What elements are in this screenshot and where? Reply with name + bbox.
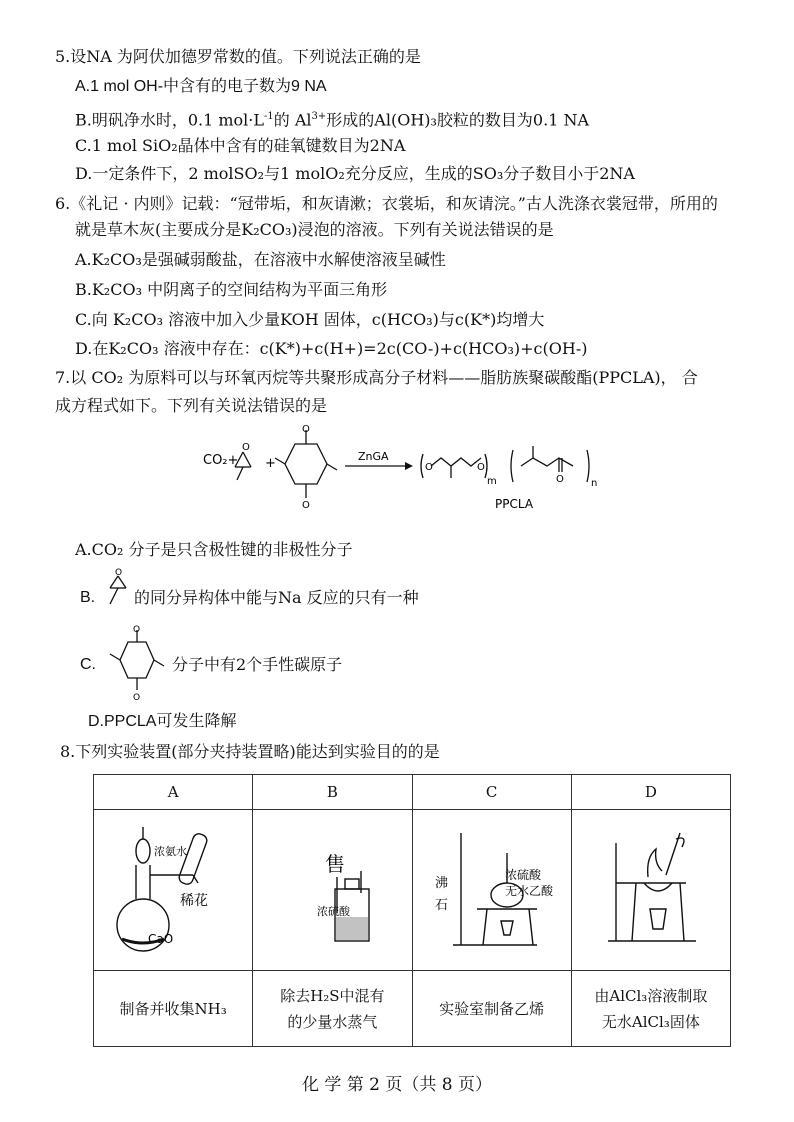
q7-option-c-structure — [102, 622, 172, 704]
header-a: A — [94, 775, 253, 810]
lactide-o-top: O — [302, 424, 310, 435]
q6-option-a: A.K₂CO₃是强碱弱酸盐，在溶液中水解使溶液呈碱性 — [75, 250, 446, 269]
caption-d: 由AlCl₃溶液制取 无水AlCl₃固体 — [571, 971, 730, 1047]
header-b: B — [253, 775, 412, 810]
polymer-o3: O — [556, 474, 564, 485]
reaction-arrow-head — [405, 462, 413, 470]
polymer-o1: O — [425, 462, 433, 473]
experiment-table — [93, 774, 731, 1047]
q7-stem-line2: 成方程式如下。下列有关说法错误的是 — [55, 396, 328, 415]
q6-option-d: D.在K₂CO₃ 溶液中存在：c(K*)+c(H+)=2c(CO-)+c(HCO₃)+c(OH-) — [75, 339, 588, 358]
svg-text:浓硫酸: 浓硫酸 — [504, 868, 541, 882]
q7-option-c-label: C. — [80, 656, 96, 673]
svg-text:石: 石 — [434, 898, 448, 913]
q7-option-c-text: 分子中有2个手性碳原子 — [172, 655, 343, 674]
svg-text:CaO: CaO — [148, 932, 174, 946]
svg-text:售: 售 — [325, 852, 346, 876]
q5-option-b: B.明矾净水时，0.1 $mol\cdot L^{-1}$的 $Al^{3+}$形成的Al(OH)₃胶粒的数目为0.1 NA — [75, 110, 590, 130]
header-d: D — [571, 775, 730, 810]
apparatus-c — [412, 810, 571, 971]
q7-option-b-label: B. — [80, 589, 96, 606]
co2-reactant-label: CO₂+ — [203, 453, 239, 468]
q7-option-a: A.CO₂ 分子是只含极性键的非极性分子 — [75, 540, 353, 559]
svg-text:沸: 沸 — [434, 876, 448, 891]
q5-option-d: D.一定条件下，2 molSO₂与1 molO₂充分反应，生成的SO₃分子数目小于2NA — [75, 164, 635, 183]
q6-option-b: B.K₂CO₃ 中阴离子的空间结构为平面三角形 — [75, 280, 388, 299]
svg-text:O: O — [115, 568, 123, 578]
svg-text:O: O — [133, 625, 141, 635]
catalyst-label: ZnGA — [358, 450, 389, 463]
caption-b: 除去H₂S中混有 的少量水蒸气 — [253, 971, 412, 1047]
q6-stem-line1: 6.《礼记 · 内则》记载：“冠带垢，和灰请漱；衣裳垢，和灰请浣。”古人洗涤衣裳冠带，所用的 — [55, 194, 718, 213]
polymer-m-subscript: m — [487, 476, 497, 487]
q7-option-b-structure — [100, 568, 136, 614]
q5-option-a: A.1 mol OH-中含有的电子数为9 NA — [75, 78, 327, 95]
polymer-o2: O — [477, 462, 485, 473]
polymer-n-subscript: n — [591, 478, 598, 489]
apparatus-b — [253, 810, 412, 971]
svg-text:浓硫酸: 浓硫酸 — [317, 905, 351, 918]
lactide-structure — [275, 430, 337, 498]
apparatus-a — [94, 810, 253, 971]
q7-option-d: D.PPCLA可发生降解 — [88, 713, 237, 730]
q7-option-b-text: 的同分异构体中能与Na 反应的只有一种 — [134, 588, 419, 607]
q6-stem-line2: 就是草木灰(主要成分是K₂CO₃)浸泡的溶液。下列有关说法错误的是 — [75, 220, 554, 239]
q7-stem-line1: 7.以 CO₂ 为原料可以与环氧丙烷等共聚形成高分子材料——脂肪族聚碳酸酯(PPCLA)， 合 — [55, 368, 698, 387]
caption-c: 实验室制备乙烯 — [412, 971, 571, 1047]
page-footer: 化 学 第 2 页（共 8 页） — [301, 1075, 493, 1095]
q5-stem: 5.设NA 为阿伏加德罗常数的值。下列说法正确的是 — [55, 47, 421, 66]
reaction-equation — [195, 422, 615, 514]
svg-text:无水乙酸: 无水乙酸 — [504, 884, 553, 898]
epoxide-o-label: O — [242, 442, 250, 453]
svg-text:浓氨水: 浓氨水 — [154, 845, 188, 858]
ppcla-label: PPCLA — [495, 497, 534, 511]
q8-stem: 8.下列实验装置(部分夹持装置略)能达到实验目的的是 — [60, 742, 440, 761]
caption-a: 制备并收集NH₃ — [94, 971, 253, 1047]
svg-text:稀花: 稀花 — [180, 893, 209, 909]
plus-sign: + — [265, 456, 276, 471]
apparatus-d — [571, 810, 730, 971]
lactide-o-bottom: O — [302, 500, 310, 511]
header-c: C — [412, 775, 571, 810]
q6-option-c: C.向 K₂CO₃ 溶液中加入少量KOH 固体，c(HCO₃)与c(K*)均增大 — [75, 310, 545, 329]
q5-option-c: C.1 mol SiO₂晶体中含有的硅氧键数目为2NA — [75, 136, 406, 155]
svg-text:O: O — [133, 693, 141, 703]
